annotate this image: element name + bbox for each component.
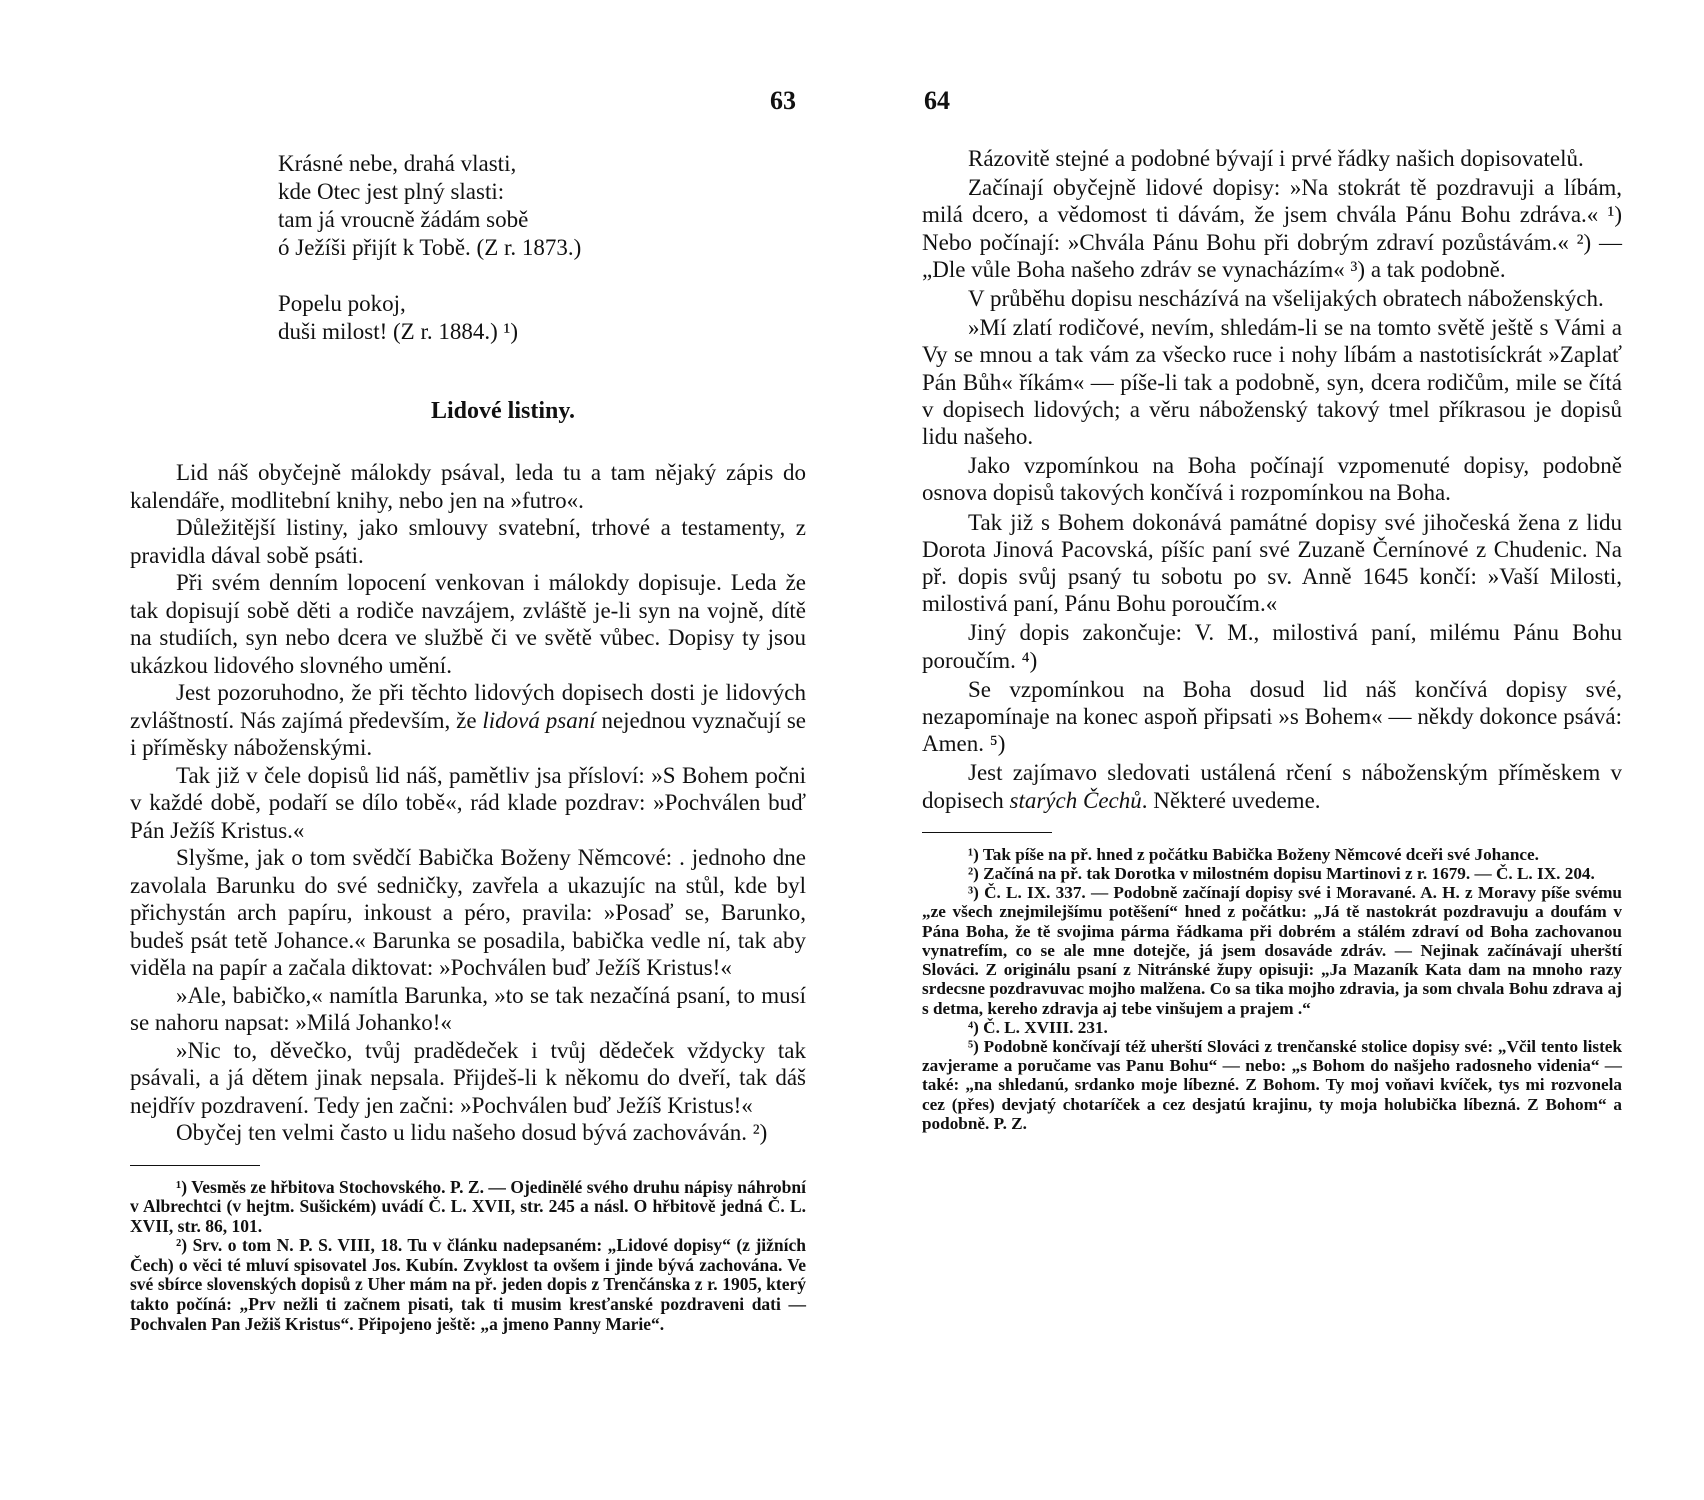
paragraph: V průběhu dopisu nescházívá na všelijakých obratech náboženských. [968,286,1604,312]
verse-1 [278,150,806,262]
emphasized-term: lidová psaní [482,707,596,733]
verse-2 [278,290,806,346]
paragraph: Při svém denním lopocení venkovan i málokdy dopisuje. Leda že tak dopisují sobě děti a rodiče navzájem, zvláště je-li syn na vojně, dítě na studiích, syn nebo dcera ve službě či ve světě vůbec. Dopisy ty jsou ukázkou lidového slovného umění. [130,570,806,678]
paragraph: Jiný dopis zakončuje: V. M., milostivá paní, milému Pánu Bohu poroučím. ⁴) [922,620,1622,673]
emphasized-term: starých Čechů [1009,787,1142,813]
text-run: Jest pozoruhodno, že při těchto lidových dopisech dosti je lidových zvláštností. Nás zajímá především, že [130,680,806,733]
paragraph: Lid náš obyčejně málokdy psával, leda tu a tam nějaký zápis do kalendáře, modlitební knihy, nebo jen na »futro«. [130,460,806,513]
paragraph: Tak již v čele dopisů lid náš, pamětliv jsa přísloví: »S Bohem počni v každé době, podaří se dílo tobě«, rád klade pozdrav: »Pochválen buď Pán Ježíš Kristus.« [130,762,806,843]
verse-line: Krásné nebe, drahá vlasti, [278,151,517,176]
paragraph: Obyčej ten velmi často u lidu našeho dosud bývá zachováván. ²) [176,1120,768,1145]
paragraph: Rázovitě stejné a podobné bývají i prvé řádky našich dopisovatelů. [968,146,1584,171]
footnote-rule [922,832,1052,833]
footnote: ⁴) Č. L. XVIII. 231. [968,1017,1108,1037]
footnote: ⁵) Podobně končívají též uherští Slováci z trenčanské stolice dopisy své: „Včil tento listek zavjerame a poručame vas Panu Bohu“ — nebo: „s Bohom do našjeho radosneho videnia“ — také: „na shledanú, srdanko moje líbezné. Z Bohom. Ty moj voňavi kvíček, tys mi rozvonela cez (přes) devjatý chotaríček a cez desjatú krajinu, ty moja holubička líbezná. Z Bohom“ a podobně. P. Z. [922,1036,1622,1133]
paragraph: Důležitější listiny, jako smlouvy svatební, trhové a testamenty, z pravidla dával sobě psáti. [130,515,806,568]
verse-line: Popelu pokoj, [278,291,406,316]
paragraph: Tak již s Bohem dokonává památné dopisy své jihočeská žena z lidu Dorota Jinová Pacovská, píšíc paní své Zuzaně Černínové z Chudenic. Na př. dopis svůj psaný tu sobotu po sv. Anně 1645 končí: »Vaší Milosti, milostivá paní, Pánu Bohu poroučím.« [922,509,1622,617]
paragraph: »Mí zlatí rodičové, nevím, shledám-li se na tomto světě ještě s Vámi a Vy se mnou a tak vám za všecko ruce i nohy líbám a nastotisíckrát »Zaplať Pán Bůh« říkám« — píše-li tak a podobně, syn, dcera rodičům, mile se čítá v dopisech lidových; a věru náboženský takový tmel příkrasou je dopisů lidu našeho. [922,315,1622,450]
text-run: nejednou vyznačují se i příměsky náboženskými. [130,707,807,760]
page-number-63: 63 [770,86,796,115]
verse-line: ó Ježíši přijít k Tobě. (Z r. 1873.) [278,235,582,260]
paragraph: »Nic to, děvečko, tvůj pradědeček i tvůj dědeček vždycky tak psávali, a já dětem jinak nepsala. Přijdeš-li k někomu do dveří, tak dáš nejdřív pozdravení. Tedy jen začni: »Pochválen buď Ježíš Kristus!« [130,1037,806,1118]
verse-line: tam já vroucně žádám sobě [278,207,529,232]
verse-line: duši milost! (Z r. 1884.) ¹) [278,319,519,344]
left-page-body [130,150,806,1334]
footnote: ²) Začíná na př. tak Dorotka v milostném dopisu Martinovi z r. 1679. — Č. L. IX. 204. [968,864,1595,884]
paragraph-with-emphasis [130,679,806,762]
paragraph: Se vzpomínkou na Boha dosud lid náš končívá dopisy své, nezapomínaje na konec aspoň připsati »s Bohem« — někdy dokonce psává: Amen. ⁵) [922,676,1622,757]
footnote-rule [130,1165,260,1166]
right-page-body [922,145,1622,1133]
section-heading: Lidové listiny. [430,398,576,424]
footnotes [130,1165,806,1335]
page-number-64: 64 [924,86,950,115]
footnote: ¹) Vesměs ze hřbitova Stochovského. P. Z. — Ojedinělé svého druhu nápisy náhrobní v Albrechtci (v hejtm. Sušickém) uvádí Č. L. XVII, str. 245 a násl. O hřbitově jedná Č. L. XVII, str. 86, 101. [130,1176,806,1236]
paragraph-with-emphasis [922,759,1622,813]
footnote: ¹) Tak píše na př. hned z počátku Babička Boženy Němcové dceři své Johance. [968,844,1539,864]
verse-line: kde Otec jest plný slasti: [278,179,505,204]
paragraph: Slyšme, jak o tom svědčí Babička Boženy Němcové: . jednoho dne zavolala Barunku do své sedničky, zavřela a ukazujíc na stůl, kde byl přichystán arch papíru, inkoust a péro, pravila: »Posaď se, Barunko, budeš psát tetě Johance.« Barunka se posadila, babička vedle ní, tak aby viděla na papír a začala diktovat: »Pochválen buď Ježíš Kristus!« [130,845,806,980]
paragraph: »Ale, babičko,« namítla Barunka, »to se tak nezačíná psaní, to musí se nahoru napsat: »Milá Johanko!« [130,982,806,1035]
footnotes [922,832,1622,1133]
footnote: ²) Srv. o tom N. P. S. VIII, 18. Tu v článku nadepsaném: „Lidové dopisy“ (z jižních Čech) o věci té mluví spisovatel Jos. Kubín. Zvyklost ta ovšem i jinde bývá zachována. Ve své sbírce slovenských dopisů z Uher mám na př. jeden dopis z Trenčánska z r. 1905, který takto počíná: „Prv nežli ti začnem pisati, tak ti musim kresťanské pozdraveni dati — Pochvalen Pan Ježiš Kristus“. Připojeno ještě: „a jmeno Panny Marie“. [130,1235,806,1334]
text-run: . Některé uvedeme. [1141,787,1321,813]
paragraph: Jako vzpomínkou na Boha počínají vzpomenuté dopisy, podobně osnova dopisů takových končívá i rozpomínkou na Boha. [922,453,1622,506]
footnote: ³) Č. L. IX. 337. — Podobně začínají dopisy své i Moravané. A. H. z Moravy píše svému „ze všech znejmilejšímu potěšení“ hned z počátku: „Já tě nastokrát pozdravuju a doufám v Pána Boha, že tě svojima pármа řádkama při dobrém a stálém zdraví od Boha zachovanou vynatrefím, co se ale mne dotejče, já jsem dosaváde zdráv. — Nejinak začínávají uherští Slováci. Z originálu psaní z Nitránské župy opisuji: „Ja Mazaník Kata dam na mnoho razy srdecsne pozdravuvac mojho malžena. Co sa tika mojho zdravia, ja som chvala Bohu zdrava aj s detma, kereho zdravja aj tebe vinšujem a prajem .“ [922,883,1622,1018]
text-run: Jest zajímavo sledovati ustálená rčení s náboženským příměskem v dopisech [922,760,1622,813]
paragraph: Začínají obyčejně lidové dopisy: »Na stokrát tě pozdravuji a líbám, milá dcero, a vědomost ti dávám, že jsem chvála Pánu Bohu zdráva.« ¹) Nebo počínají: »Chvála Pánu Bohu při dobrým zdraví pozůstávám.« ²) — „Dle vůle Boha našeho zdráv se vynacházím« ³) a tak podobně. [922,175,1622,282]
